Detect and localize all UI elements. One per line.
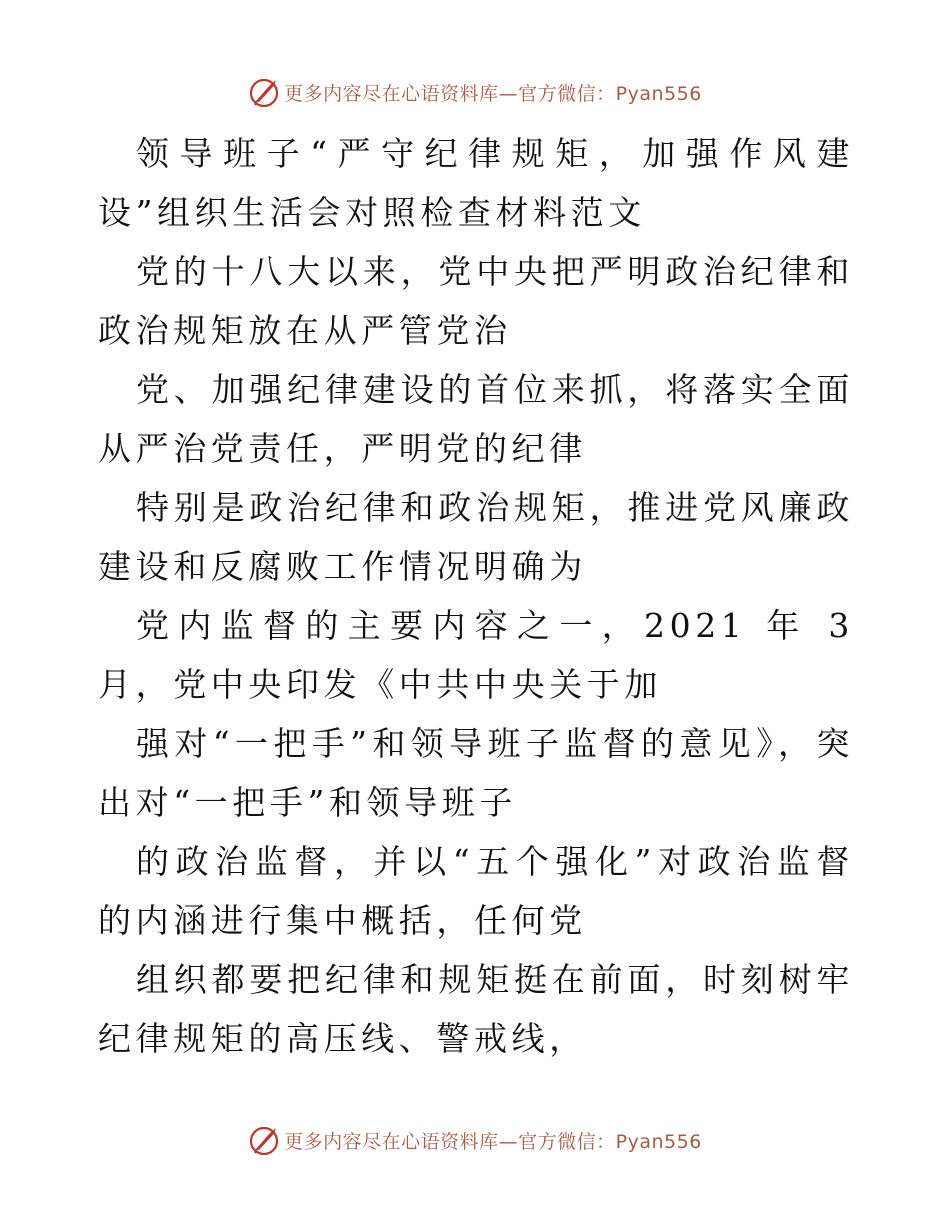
document-paragraph: 的政治监督，并以“五个强化”对政治监督的内涵进行集中概括，任何党 <box>98 842 854 940</box>
watermark-text: 更多内容尽在心语资料库—官方微信：Pyan556 <box>284 82 702 105</box>
document-paragraph: 党的十八大以来，党中央把严明政治纪律和政治规矩放在从严管党治 <box>98 252 854 350</box>
header-watermark <box>0 72 950 112</box>
document-paragraph: 领导班子“严守纪律规矩，加强作风建设”组织生活会对照检查材料范文 <box>98 134 854 232</box>
quill-pen-logo-icon <box>248 1124 280 1156</box>
document-paragraph: 强对“一把手”和领导班子监督的意见》，突出对“一把手”和领导班子 <box>98 724 854 822</box>
quill-pen-logo-icon <box>248 76 280 108</box>
watermark-text: 更多内容尽在心语资料库—官方微信：Pyan556 <box>284 1130 702 1153</box>
document-paragraph: 特别是政治纪律和政治规矩，推进党风廉政建设和反腐败工作情况明确为 <box>98 488 854 586</box>
footer-watermark <box>0 1120 950 1160</box>
document-paragraph: 党、加强纪律建设的首位来抓，将落实全面从严治党责任，严明党的纪律 <box>98 370 854 468</box>
document-paragraph: 组织都要把纪律和规矩挺在前面，时刻树牢纪律规矩的高压线、警戒线， <box>98 960 854 1058</box>
document-paragraph: 党内监督的主要内容之一，2021 年 3 月，党中央印发《中共中央关于加 <box>98 606 854 704</box>
document-body <box>98 124 854 1068</box>
